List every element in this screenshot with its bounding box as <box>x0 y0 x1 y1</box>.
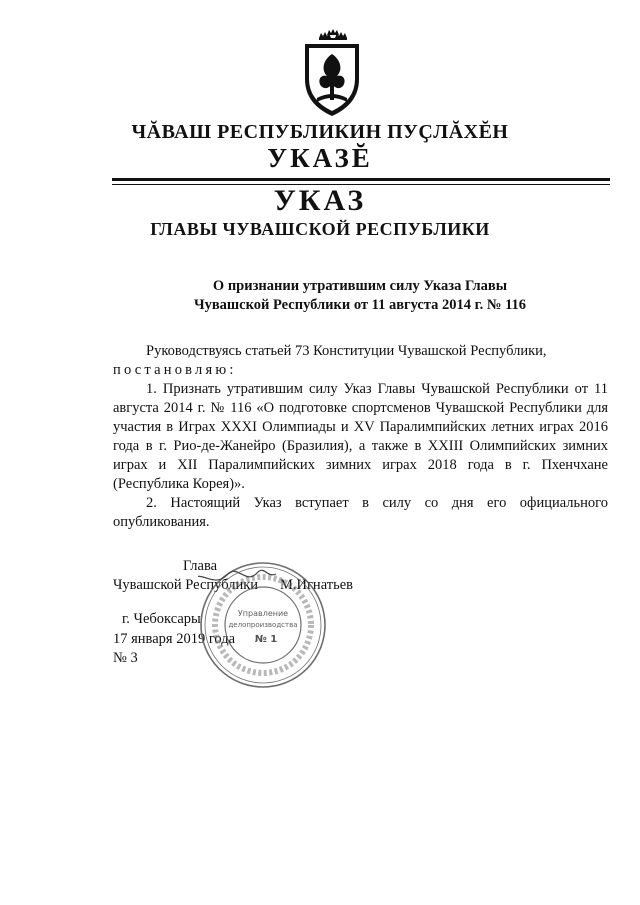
decree-word: постановляю: <box>113 362 237 378</box>
signature-title-line2: Чувашской Республики <box>113 577 259 593</box>
header-chuvash-line2: УКАЗĔ <box>267 143 373 173</box>
item-1: 1. Признать утратившим силу Указ Главы Чувашской Республики от 11 августа 2014 г. № 116 «О подготовке спортсменов Чувашской Республики для участия в Играх XXXI Олимпиады и XV Паралимпийских летних играх 2016 года в г. Рио-де-Жанейро (Бразилия), а также в XXIII Олимпийских зимних играх и XII Паралимпийских зимних играх 2018 года в г. Пхенчхане (Республика Корея)». <box>113 381 608 492</box>
document-date: 17 января 2019 года <box>113 631 236 647</box>
document-number: № 3 <box>113 650 138 666</box>
office-stamp-icon <box>198 560 328 690</box>
header-russian-line2: ГЛАВЫ ЧУВАШСКОЙ РЕСПУБЛИКИ <box>150 219 490 239</box>
document-place: г. Чебоксары <box>122 611 201 627</box>
chuvash-emblem-icon <box>293 24 371 124</box>
title-line2: Чувашской Республики от 11 августа 2014 г. № 116 <box>193 297 527 313</box>
stamp-center-line1: Управление <box>237 609 289 618</box>
signature-name: М.Игнатьев <box>280 577 353 593</box>
stamp-center-line2: делопроизводства <box>228 621 298 629</box>
signature-title-line1: Глава <box>183 558 218 574</box>
item-2: 2. Настоящий Указ вступает в силу со дня его официального опубликования. <box>113 495 608 530</box>
title-line1: О признании утратившим силу Указа Главы <box>212 278 508 294</box>
header-chuvash-line1: ЧĂВАШ РЕСПУБЛИКИН ПУҪЛĂХĔН <box>131 121 509 143</box>
header-divider-thick <box>112 178 610 181</box>
document-body <box>113 342 608 532</box>
preamble: Руководствуясь статьей 73 Конституции Чувашской Республики, <box>146 343 547 359</box>
document-title <box>180 277 540 315</box>
stamp-center-number: № 1 <box>254 634 278 645</box>
header-russian-line1: УКАЗ <box>273 184 367 217</box>
